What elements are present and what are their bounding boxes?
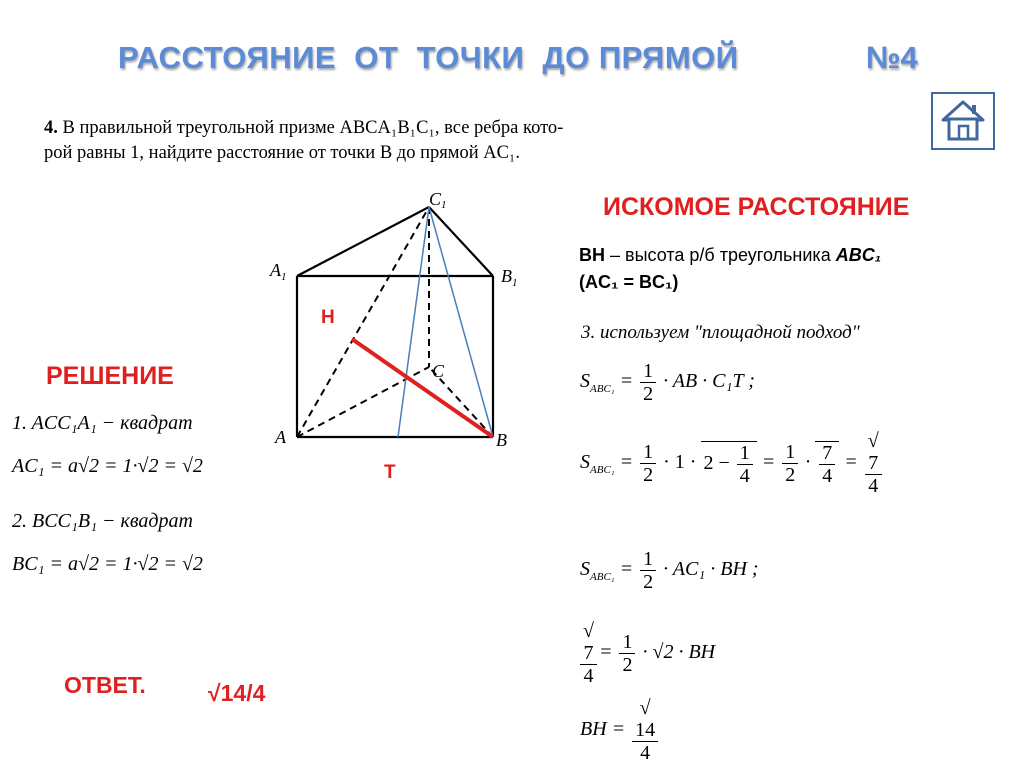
edge-a1-c1 <box>297 207 429 276</box>
area-formula-4: √ 7 4 = $\frac{1}{2}$ · √2 · BH <box>578 620 715 687</box>
label-t: T <box>384 462 396 483</box>
label-b1: $B_1$ <box>501 266 518 289</box>
area-formula-2: $S_{ABC_1}$ = $\frac{1}{2}$ · 1 · 2 − $\frac{1}{4}$ = $\frac{1}{2}$ · $\frac{7}{4}$ = √ 7 4 <box>580 430 884 497</box>
prism-diagram <box>260 180 540 460</box>
label-h: H <box>321 307 335 328</box>
step-3: 3. используем "площадной подход" <box>581 322 860 343</box>
solution-heading: РЕШЕНИЕ <box>46 362 174 390</box>
label-b: B <box>496 430 507 450</box>
sought-line-2: (AC₁ = BC₁) <box>579 272 679 292</box>
problem-index: 4. <box>44 118 58 138</box>
label-c: C <box>432 361 445 381</box>
sought-line-1: BH – высота р/б треугольника ABC₁ <box>579 245 882 265</box>
sought-heading: ИСКОМОЕ РАССТОЯНИЕ <box>603 193 910 221</box>
label-c1: C1 <box>429 189 447 211</box>
area-formula-1: $S_{ABC_1}$ = $\frac{1}{2}$ · AB · C₁T ; <box>580 360 755 405</box>
problem-statement <box>44 116 774 166</box>
label-a1: $A_1$ <box>270 260 287 283</box>
problem-number: №4 <box>866 40 918 75</box>
bh-result: BH = √ 14 4 <box>580 697 660 764</box>
segment-bh <box>352 339 493 437</box>
solution-eq-2: BC₁ = a√2 = 1·√2 = √2 <box>12 553 203 575</box>
problem-line-2: рой равны 1, найдите расстояние от точки B до прямой AC₁. <box>44 143 521 163</box>
solution-step-1: 1. ACC₁A₁ − квадрат <box>12 412 193 434</box>
label-a: A <box>275 427 286 447</box>
answer-value: √14/4 <box>208 680 266 706</box>
problem-line-1: В правильной треугольной призме ABCA₁B₁C₁, все ребра кото- <box>62 118 564 138</box>
solution-step-2: 2. BCC₁B₁ − квадрат <box>12 510 193 532</box>
line-c1-t <box>398 207 429 437</box>
solution-eq-1: AC₁ = a√2 = 1·√2 = √2 <box>12 455 203 477</box>
answer-heading: ОТВЕТ. <box>64 672 146 698</box>
home-button[interactable] <box>931 92 995 150</box>
area-formula-3: $S_{ABC_1}$ = $\frac{1}{2}$ · AC₁ · BH ; <box>580 548 759 593</box>
home-icon <box>933 94 993 148</box>
page-title: РАССТОЯНИЕ ОТ ТОЧКИ ДО ПРЯМОЙ <box>118 40 739 75</box>
